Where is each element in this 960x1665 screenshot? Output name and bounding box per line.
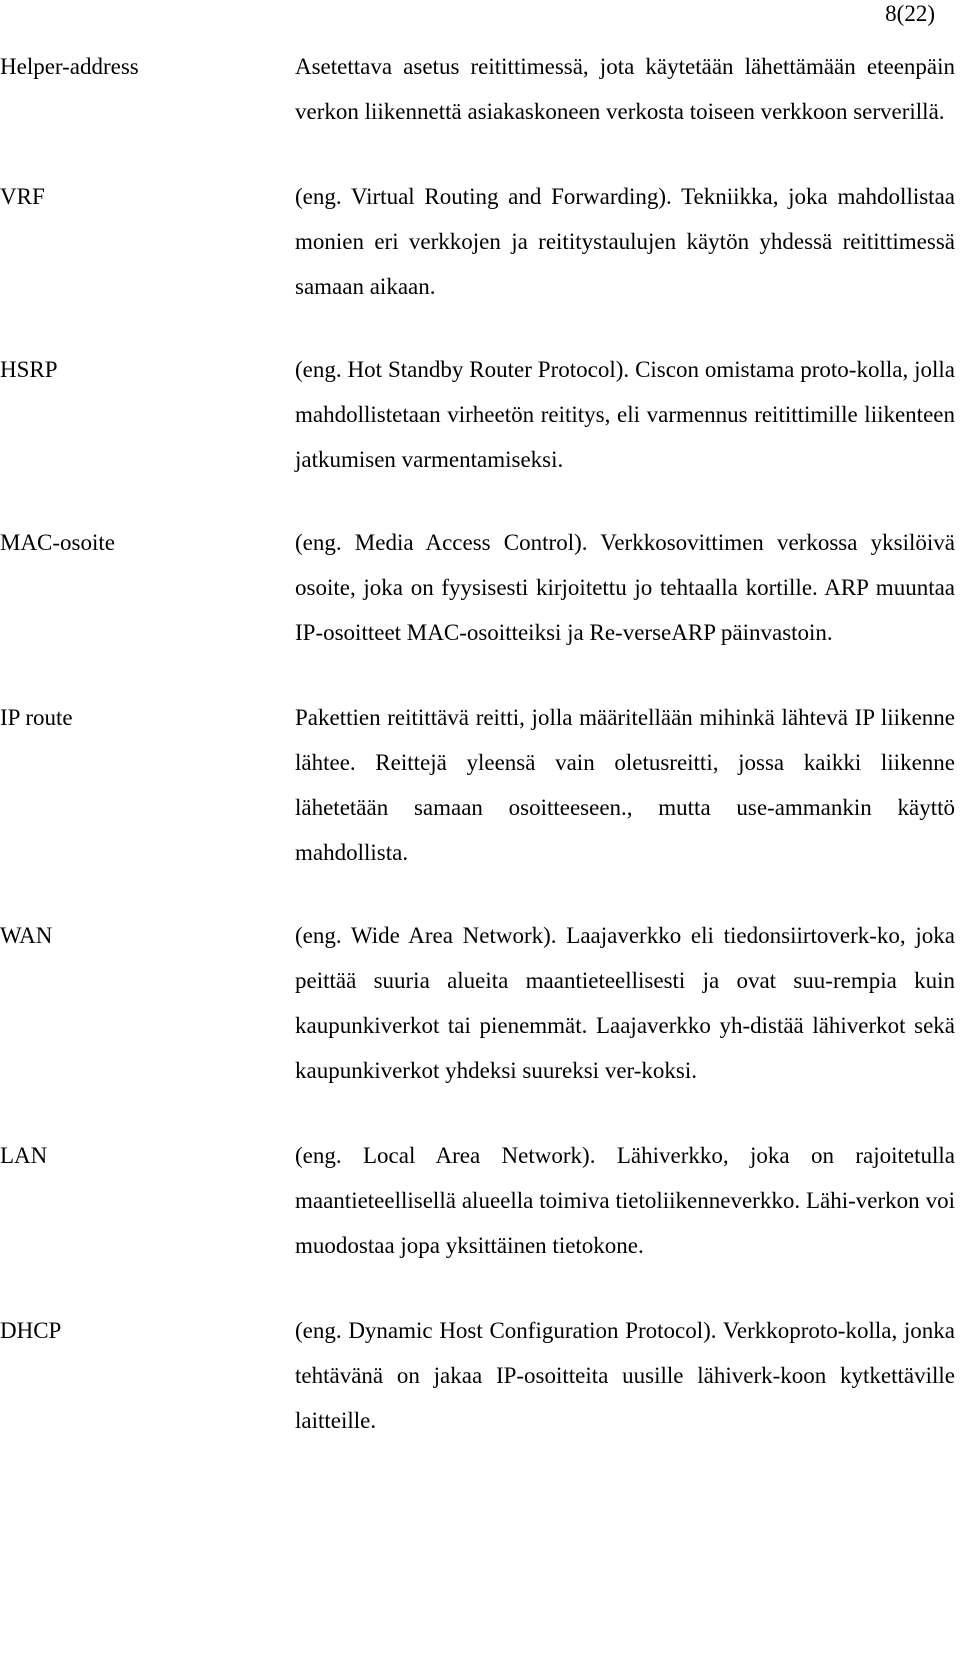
glossary-entry [0,913,960,1093]
glossary-entry [0,1308,960,1443]
glossary-definition: Pakettien reitittävä reitti, jolla määritellään mihinkä lähtevä IP liikenne lähtee. Reittejä yleensä vain oletusreitti, jossa kaikki liikenne lähetetään samaan osoitteeseen., mutta use-ammankin käyttö mahdollista. [295,705,955,865]
glossary-definition: (eng. Local Area Network). Lähiverkko, joka on rajoitetulla maantieteellisellä alueella toimiva tietoliikenneverkko. Lähi-verkon voi muodostaa jopa yksittäinen tietokone. [295,1143,955,1258]
glossary-entry [0,695,960,875]
page-number: 8(22) [885,1,935,26]
glossary-term: DHCP [0,1318,62,1343]
glossary-term: LAN [0,1143,48,1168]
glossary-definition: (eng. Media Access Control). Verkkosovittimen verkossa yksilöivä osoite, joka on fyysisesti kirjoitettu jo tehtaalla kortille. ARP muuntaa IP-osoitteet MAC-osoitteiksi ja Re-verseARP päinvastoin. [295,530,955,645]
glossary-term: WAN [0,923,53,948]
glossary-term: MAC-osoite [0,530,115,555]
glossary-term: VRF [0,184,45,209]
glossary-entry [0,1133,960,1268]
glossary [0,44,960,1443]
glossary-definition: Asetettava asetus reitittimessä, jota käytetään lähettämään eteenpäin verkon liikennettä asiakaskoneen verkosta toiseen verkkoon serverillä. [295,54,955,124]
glossary-definition: (eng. Wide Area Network). Laajaverkko eli tiedonsiirtoverk-ko, joka peittää suuria alueita maantieteellisesti ja ovat suu-rempia kuin kaupunkiverkot tai pienemmät. Laajaverkko yh-distää lähiverkot sekä kaupunkiverkot yhdeksi suureksi ver-koksi. [295,923,955,1083]
glossary-entry [0,347,960,482]
glossary-definition: (eng. Dynamic Host Configuration Protocol). Verkkoproto-kolla, jonka tehtävänä on jakaa IP-osoitteita uusille lähiverk-koon kytkettäville laitteille. [295,1318,955,1433]
glossary-entry [0,174,960,309]
glossary-term: IP route [0,705,73,730]
glossary-definition: (eng. Virtual Routing and Forwarding). Tekniikka, joka mahdollistaa monien eri verkkojen ja reititystaulujen käytön yhdessä reitittimessä samaan aikaan. [295,184,955,299]
glossary-entry [0,44,960,134]
glossary-term: HSRP [0,357,58,382]
glossary-definition: (eng. Hot Standby Router Protocol). Ciscon omistama proto-kolla, jolla mahdollistetaan virheetön reititys, eli varmennus reitittimille liikenteen jatkumisen varmentamiseksi. [295,357,955,472]
glossary-entry [0,520,960,655]
glossary-term: Helper-address [0,54,139,79]
